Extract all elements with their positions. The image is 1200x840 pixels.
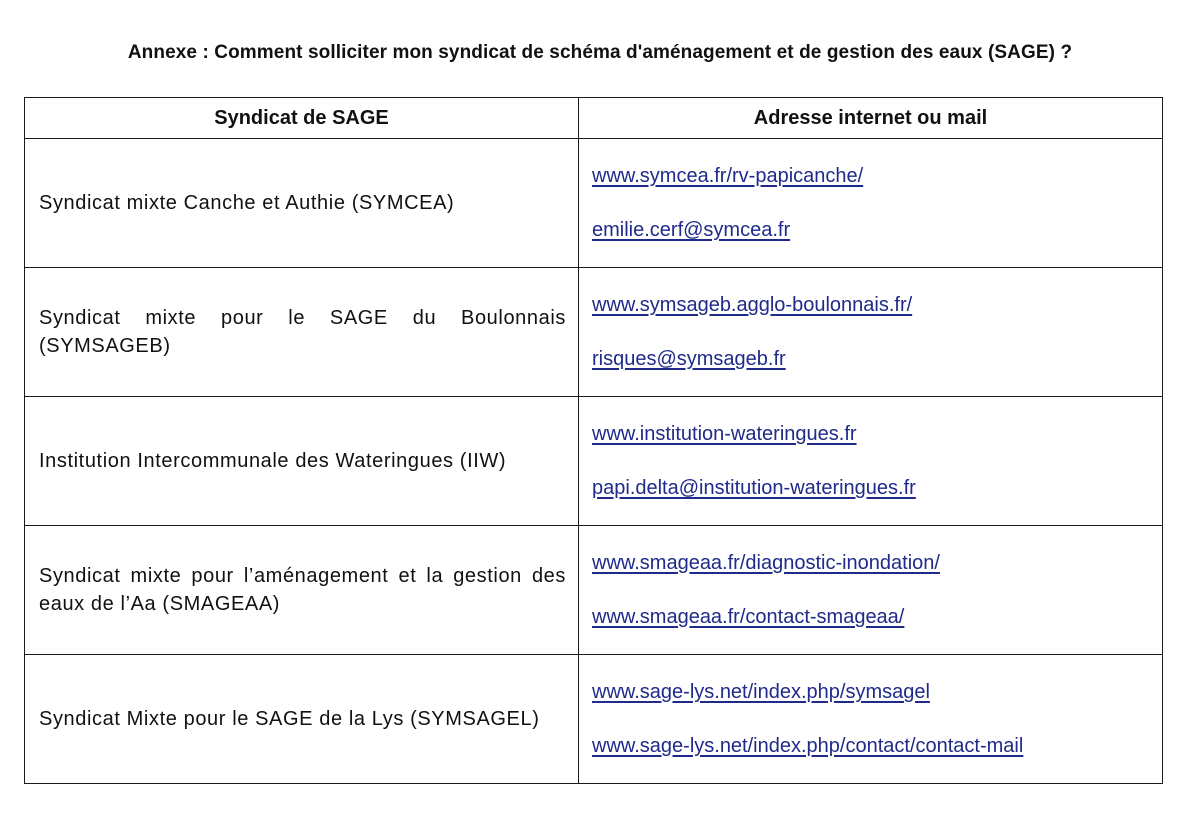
contact-cell [579,268,1163,397]
email-link[interactable]: emilie.cerf@symcea.fr [592,219,791,241]
contact-cell [579,397,1163,526]
table-row [25,268,1163,397]
website-link[interactable]: www.institution-wateringues.fr [592,423,857,445]
document-title: Annexe : Comment solliciter mon syndicat de schéma d'aménagement et de gestion des eaux (SAGE) ? [127,42,1073,63]
syndicat-name-cell: Syndicat mixte pour l’aménagement et la gestion des eaux de l’Aa (SMAGEAA) [25,526,579,655]
table-row [25,526,1163,655]
website-contact-link[interactable]: www.smageaa.fr/contact-smageaa/ [592,606,905,628]
column-header-adresse: Adresse internet ou mail [579,98,1163,139]
website-contact-link[interactable]: www.sage-lys.net/index.php/contact/contact-mail [592,735,1024,757]
syndicat-name-cell: Syndicat Mixte pour le SAGE de la Lys (SYMSAGEL) [25,655,579,784]
table-row [25,139,1163,268]
email-link[interactable]: papi.delta@institution-wateringues.fr [592,477,916,499]
website-link[interactable]: www.smageaa.fr/diagnostic-inondation/ [592,552,940,574]
syndicat-name-cell: Institution Intercommunale des Wateringues (IIW) [25,397,579,526]
syndicat-name-cell: Syndicat mixte pour le SAGE du Boulonnais (SYMSAGEB) [25,268,579,397]
website-link[interactable]: www.symsageb.agglo-boulonnais.fr/ [592,294,913,316]
table-row [25,655,1163,784]
email-link[interactable]: risques@symsageb.fr [592,348,786,370]
website-link[interactable]: www.sage-lys.net/index.php/symsagel [592,681,930,703]
column-header-syndicat: Syndicat de SAGE [25,98,579,139]
contact-cell [579,526,1163,655]
table-header-row [25,98,1163,139]
website-link[interactable]: www.symcea.fr/rv-papicanche/ [592,165,864,187]
contact-cell [579,655,1163,784]
sage-contacts-table [24,97,1163,784]
table-row [25,397,1163,526]
syndicat-name-cell: Syndicat mixte Canche et Authie (SYMCEA) [25,139,579,268]
contact-cell [579,139,1163,268]
